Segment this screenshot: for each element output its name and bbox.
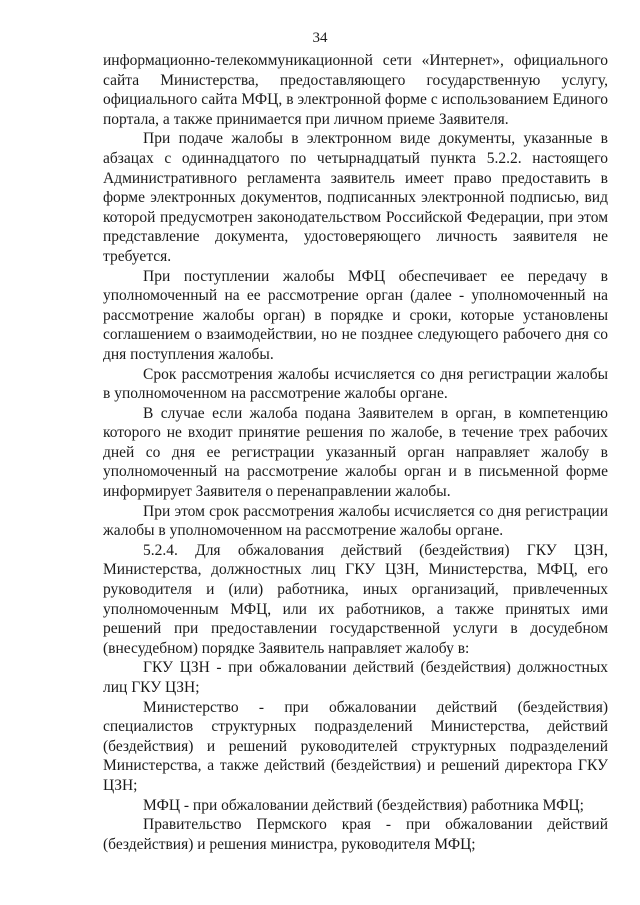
page-number: 34 xyxy=(312,30,328,46)
paragraph-8: ГКУ ЦЗН - при обжаловании действий (бездействия) должностных лиц ГКУ ЦЗН; xyxy=(103,659,608,696)
paragraph-1: информационно-телекоммуникационной сети «Интернет», официального сайта Министерства, предоставляющего государственную услугу, официального сайта МФЦ, в электронной форме с использованием Единого портала, а также принимается при личном приеме Заявителя. xyxy=(103,52,608,128)
paragraph-3: При поступлении жалобы МФЦ обеспечивает ее передачу в уполномоченный на ее рассмотрение орган (далее - уполномоченный на рассмотрение жалобы орган) в порядке и сроки, которые установлены соглашением о взаимодействии, но не позднее следующего рабочего дня со дня поступления жалобы. xyxy=(103,267,608,363)
document-body xyxy=(103,51,608,854)
paragraph-5: В случае если жалоба подана Заявителем в орган, в компетенцию которого не входит принятие решения по жалобе, в течение трех рабочих дней со дня ее регистрации указанный орган направляет жалобу в уполномоченный на рассмотрение жалобы орган и в письменной форме информирует Заявителя о перенаправлении жалобы. xyxy=(103,404,608,501)
paragraph-11: Правительство Пермского края - при обжаловании действий (бездействия) и решения министра, руководителя МФЦ; xyxy=(103,816,608,853)
paragraph-7: 5.2.4. Для обжалования действий (бездействия) ГКУ ЦЗН, Министерства, должностных лиц ГКУ ЦЗН, Министерства, МФЦ, его руководителя и (или) работника, иных организаций, привлеченных уполномоченным МФЦ, или их работников, а также принятых ими решений при предоставлении государственной услуги в досудебном (внесудебном) порядке Заявитель направляет жалобу в: xyxy=(103,541,608,657)
paragraph-2: При подаче жалобы в электронном виде документы, указанные в абзацах с одиннадцатого по четырнадцатый пункта 5.2.2. настоящего Административного регламента заявитель имеет право предоставить в форме электронных документов, подписанных электронной подписью, вид которой предусмотрен законодательством Российской Федерации, при этом представление документа, удостоверяющего личность заявителя не требуется. xyxy=(103,130,608,265)
paragraph-4: Срок рассмотрения жалобы исчисляется со дня регистрации жалобы в уполномоченном на рассмотрение жалобы органе. xyxy=(103,365,608,403)
paragraph-6: При этом срок рассмотрения жалобы исчисляется со дня регистрации жалобы в уполномоченном на рассмотрение жалобы органе. xyxy=(103,502,608,540)
paragraph-10: МФЦ - при обжаловании действий (бездействия) работника МФЦ; xyxy=(143,796,584,814)
paragraph-9: Министерство - при обжаловании действий (бездействия) специалистов структурных подразделений Министерства, действий (бездействия) и решений руководителей структурных подразделений Министерства, а также действий (бездействия) и решений директора ГКУ ЦЗН; xyxy=(103,698,608,794)
